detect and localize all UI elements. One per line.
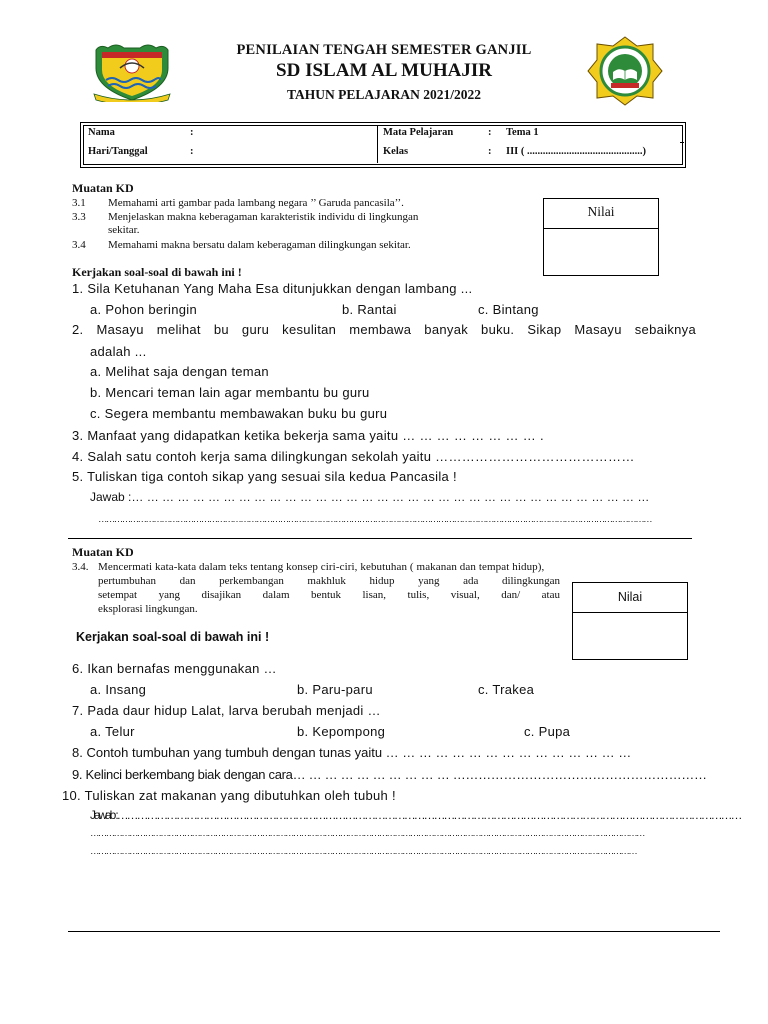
kd-text-cont: setempat yang disajikan dalam bentuk lisan, tulis, visual, dan/ atau	[98, 589, 560, 601]
kd-number: 3.4	[72, 239, 86, 251]
question-1: 1. Sila Ketuhanan Yang Maha Esa ditunjukkan dengan lambang ...	[72, 281, 473, 296]
question-2-cont: adalah ...	[90, 344, 147, 359]
kd-text-cont: eksplorasi lingkungan.	[98, 603, 198, 615]
score-label: Nilai	[587, 204, 615, 219]
kd-text-cont: sekitar.	[108, 224, 140, 236]
kd-text: Menjelaskan makna keberagaman karakteristik individu di lingkungan	[108, 211, 419, 223]
kd-text: Memahami arti gambar pada lambang negara ’’ Garuda pancasila’’.	[108, 197, 404, 209]
score-label: Nilai	[617, 590, 643, 604]
option-c[interactable]: c. Segera membantu membawakan buku bu guru	[90, 406, 388, 421]
date-colon[interactable]: :	[190, 146, 194, 157]
answer-line[interactable]: …………………………………………………………………………………………………………………………………………………………………………………………	[90, 846, 637, 857]
option-b[interactable]: b. Rantai	[342, 302, 397, 317]
section2-title: Muatan KD	[72, 545, 134, 559]
option-a[interactable]: a. Insang	[90, 682, 147, 697]
option-a[interactable]: a. Pohon beringin	[90, 302, 198, 317]
question-5: 5. Tuliskan tiga contoh sikap yang sesuai sila kedua Pancasila !	[72, 469, 457, 484]
question-8: 8. Contoh tumbuhan yang tumbuh dengan tunas yaitu … … … … … … … … … … … … … … …	[72, 745, 632, 760]
kd-number: 3.4.	[72, 561, 89, 573]
section-divider	[68, 538, 692, 539]
answer-line[interactable]: Jawab :… … … … … … … … … … … … … … … … … … … … … … … … … … … … … … … … … …	[90, 490, 650, 504]
option-a[interactable]: a. Melihat saja dengan teman	[90, 364, 269, 379]
academic-year: TAHUN PELAJARAN 2021/2022	[286, 87, 481, 102]
date-label: Hari/Tanggal	[88, 146, 148, 157]
class-label: Kelas	[383, 146, 409, 157]
option-c[interactable]: c. Pupa	[524, 724, 571, 739]
kd-text: Memahami makna bersatu dalam keberagaman dilingkungan sekitar.	[108, 239, 411, 251]
page-bottom-rule	[68, 931, 720, 932]
subject-colon: :	[488, 127, 492, 138]
question-9: 9. Kelinci berkembang biak dengan cara… … … … … … … … … … ……………………………………………………	[72, 767, 707, 782]
question-3: 3. Manfaat yang didapatkan ketika bekerja sama yaitu … … … … … … … … .	[72, 428, 544, 443]
section1-title: Muatan KD	[72, 181, 134, 195]
school-name: SD ISLAM AL MUHAJIR	[276, 60, 492, 81]
question-10: 10. Tuliskan zat makanan yang dibutuhkan oleh tubuh !	[62, 788, 396, 803]
subject-value: Tema 1	[506, 127, 539, 138]
class-value[interactable]: III ( ............................................)	[506, 146, 647, 157]
question-6: 6. Ikan bernafas menggunakan …	[72, 661, 277, 676]
answer-line[interactable]: …………………………………………………………………………………………………………………………………………………………………………………………	[98, 514, 652, 525]
option-b[interactable]: b. Mencari teman lain agar membantu bu guru	[90, 385, 370, 400]
kd-number: 3.3	[72, 211, 86, 223]
kd-text: Mencermati kata-kata dalam teks tentang konsep ciri-ciri, kebutuhan ( makanan dan tempat hidup),	[98, 561, 545, 573]
option-c[interactable]: c. Trakea	[478, 682, 535, 697]
answer-line[interactable]: Jawab :………………………………………………………………………………………………………………………………………………………………………	[90, 808, 741, 822]
exam-title: PENILAIAN TENGAH SEMESTER GANJIL	[236, 42, 532, 58]
answer-line[interactable]: ……………………………………………………………………………………………………………………………………………………………………………………………	[90, 828, 644, 839]
option-b[interactable]: b. Kepompong	[297, 724, 386, 739]
option-b[interactable]: b. Paru-paru	[297, 682, 373, 697]
subject-label: Mata Pelajaran	[383, 127, 454, 138]
kd-text-cont: pertumbuhan dan perkembangan makhluk hidup yang ada dilingkungan	[98, 575, 560, 587]
class-colon: :	[488, 146, 492, 157]
instruction: Kerjakan soal-soal di bawah ini !	[76, 630, 270, 644]
name-label: Nama	[88, 127, 115, 138]
option-a[interactable]: a. Telur	[90, 724, 135, 739]
question-2: 2. Masayu melihat bu guru kesulitan membawa banyak buku. Sikap Masayu sebaiknya	[72, 322, 696, 337]
question-4: 4. Salah satu contoh kerja sama dilingkungan sekolah yaitu ………………………………………	[72, 449, 635, 464]
name-colon[interactable]: :	[190, 127, 194, 138]
kd-number: 3.1	[72, 197, 86, 209]
question-7: 7. Pada daur hidup Lalat, larva berubah menjadi …	[72, 703, 381, 718]
instruction: Kerjakan soal-soal di bawah ini !	[72, 265, 242, 279]
option-c[interactable]: c. Bintang	[478, 302, 539, 317]
